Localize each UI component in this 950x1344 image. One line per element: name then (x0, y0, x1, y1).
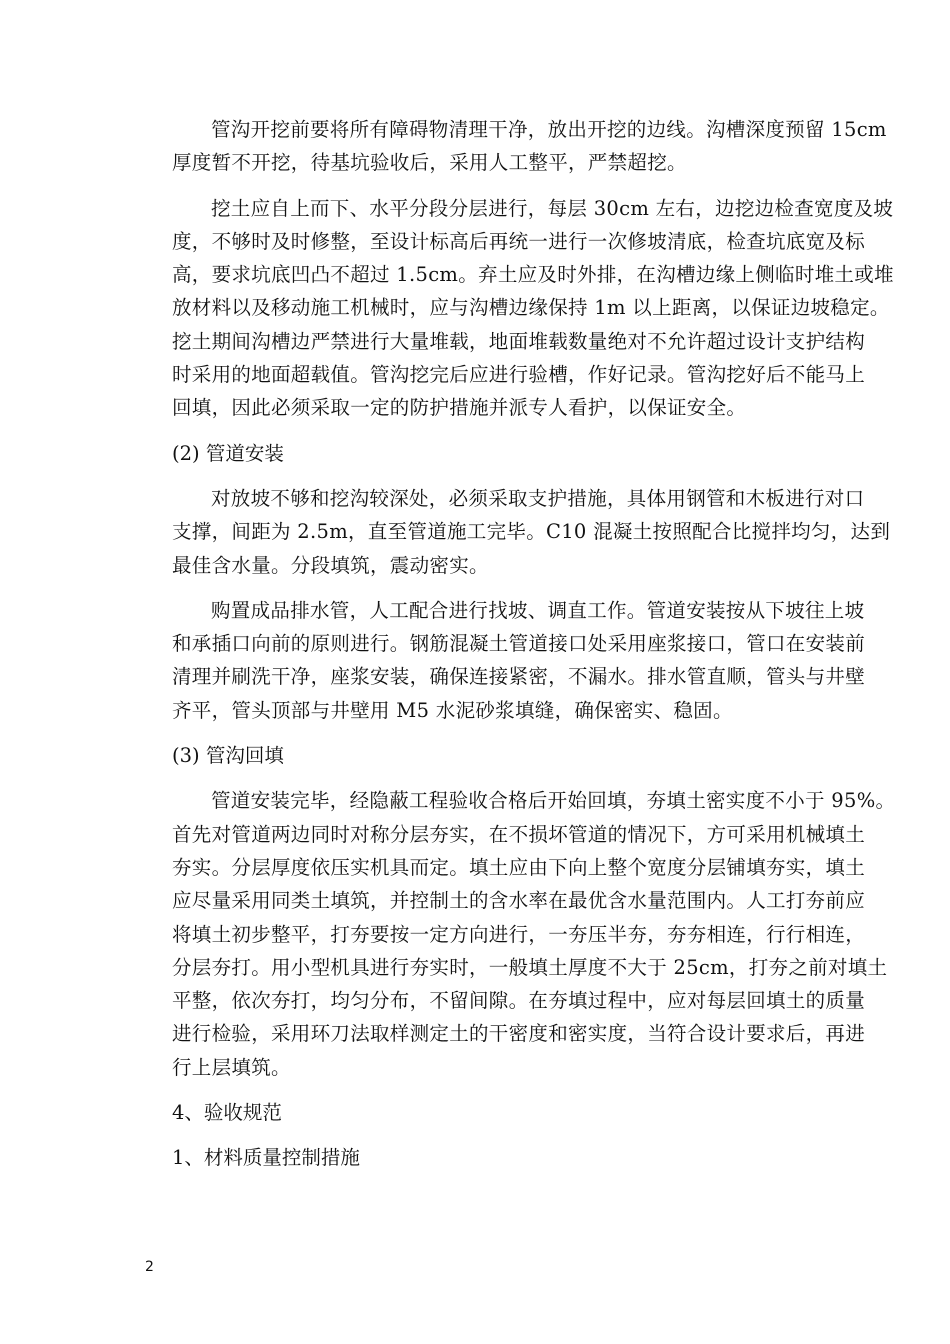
document-body (133, 113, 896, 1175)
text-line: 夯实。分层厚度依压实机具而定。填土应由下向上整个宽度分层铺填夯实，填土 (172, 855, 866, 879)
text-line: 挖土应自上而下、水平分段分层进行，每层 30cm 左右，边挖边检查宽度及坡 (211, 196, 894, 220)
text-line: 支撑，间距为 2.5m，直至管道施工完毕。C10 混凝土按照配合比搅拌均匀，达到 (172, 520, 891, 544)
paragraph-backfill (133, 784, 896, 1084)
paragraph-trench-excavation (133, 113, 887, 180)
subsection-heading-material-quality: 1、材料质量控制措施 (172, 1146, 360, 1170)
text-line: 挖土期间沟槽边严禁进行大量堆载，地面堆载数量绝对不允许超过设计支护结构 (172, 329, 866, 353)
text-line: 厚度暂不开挖，待基坑验收后，采用人工整平，严禁超挖。 (172, 151, 687, 175)
text-line: 和承插口向前的原则进行。钢筋混凝土管道接口处采用座浆接口，管口在安装前 (172, 632, 866, 656)
text-line: 平整，依次夯打，均匀分布，不留间隙。在夯填过程中，应对每层回填土的质量 (172, 989, 866, 1013)
text-line: 对放坡不够和挖沟较深处，必须采取支护措施，具体用钢管和木板进行对口 (211, 486, 865, 510)
text-line: 放材料以及移动施工机械时，应与沟槽边缘保持 1m 以上距离，以保证边坡稳定。 (172, 296, 890, 320)
text-line: 管沟开挖前要将所有障碍物清理干净，放出开挖的边线。沟槽深度预留 15cm (211, 118, 887, 141)
text-line: 清理并刷洗干净，座浆安装，确保连接紧密，不漏水。排水管直顺，管头与井壁 (172, 665, 866, 689)
text-line: 首先对管道两边同时对称分层夯实，在不损坏管道的情况下，方可采用机械填土 (172, 822, 866, 846)
section-heading-pipe-installation: (2) 管道安装 (172, 441, 284, 465)
section-heading-trench-backfill: (3) 管沟回填 (172, 744, 284, 768)
page-number: 2 (145, 1259, 154, 1275)
text-line: 度，不够时及时修整，至设计标高后再统一进行一次修坡清底，检查坑底宽及标 (172, 229, 866, 253)
paragraph-excavation-process (133, 192, 894, 425)
text-line: 齐平，管头顶部与井壁用 M5 水泥砂浆填缝，确保密实、稳固。 (172, 698, 733, 722)
text-line: 分层夯打。用小型机具进行夯实时，一般填土厚度不大于 25cm，打夯之前对填土 (172, 955, 888, 979)
text-line: 时采用的地面超载值。管沟挖完后应进行验槽，作好记录。管沟挖好后不能马上 (172, 363, 866, 387)
text-line: 最佳含水量。分段填筑，震动密实。 (172, 553, 489, 577)
text-line: 将填土初步整平，打夯要按一定方向进行，一夯压半夯，夯夯相连，行行相连， (172, 922, 866, 946)
text-line: 管道安装完毕，经隐蔽工程验收合格后开始回填，夯填土密实度不小于 95%。 (211, 789, 896, 813)
paragraph-support-measures (133, 482, 891, 582)
text-line: 回填，因此必须采取一定的防护措施并派专人看护，以保证安全。 (172, 396, 747, 420)
paragraph-pipe-installation (133, 594, 866, 727)
text-line: 应尽量采用同类土填筑，并控制土的含水率在最优含水量范围内。人工打夯前应 (172, 889, 866, 913)
text-line: 购置成品排水管，人工配合进行找坡、调直工作。管道安装按从下坡往上坡 (211, 598, 865, 622)
text-line: 行上层填筑。 (172, 1055, 291, 1079)
text-line: 高，要求坑底凹凸不超过 1.5cm。弃土应及时外排，在沟槽边缘上侧临时堆土或堆 (172, 263, 894, 287)
text-line: 进行检验，采用环刀法取样测定土的干密度和密实度，当符合设计要求后，再进 (172, 1022, 866, 1046)
section-heading-acceptance-standards: 4、验收规范 (172, 1101, 282, 1125)
